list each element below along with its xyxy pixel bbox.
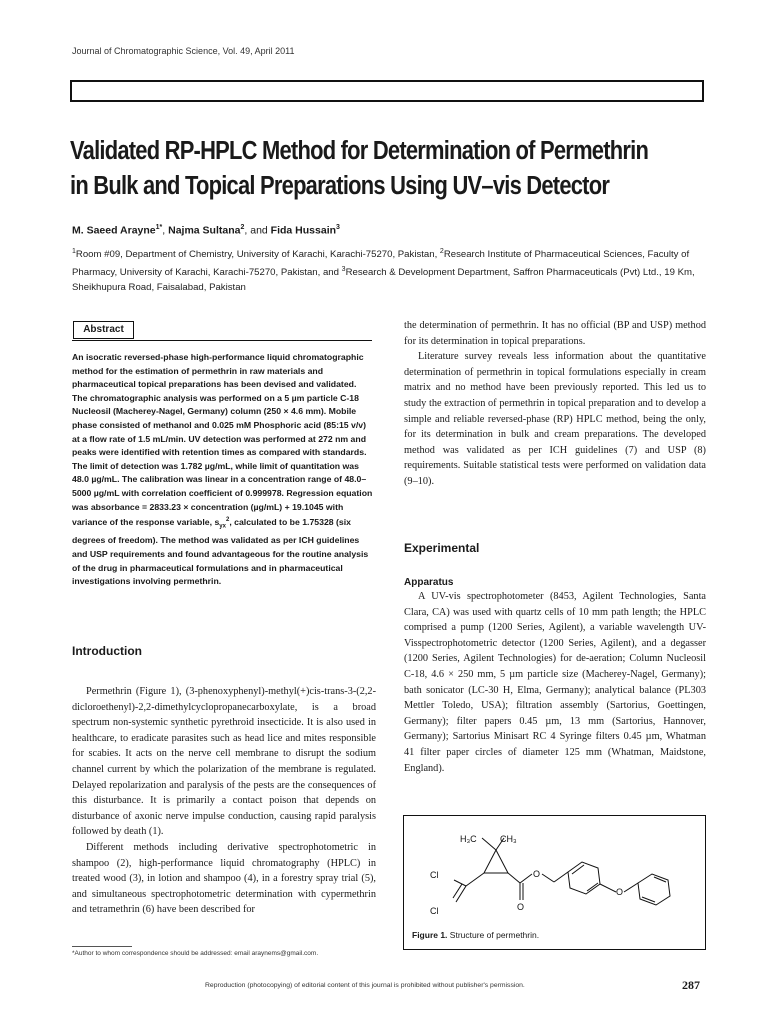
apparatus-heading: Apparatus (404, 577, 454, 588)
author-3: Fida Hussain (270, 224, 337, 237)
atom-h3c: H₃C (460, 834, 477, 844)
figure-1-caption-text: Structure of permethrin. (447, 930, 540, 940)
author-1-marker: 1* (155, 224, 163, 231)
affil-marker-2: 2 (439, 248, 444, 255)
author-separator-1: , (162, 224, 169, 237)
abstract-divider (72, 340, 372, 341)
author-3-marker: 3 (336, 224, 340, 231)
affil-2: Research Institute of Pharmaceutical Sciences, Faculty of Pharmacy, University of Karachi, Karachi-75270, Pakistan, and (72, 249, 690, 279)
header-box (70, 80, 704, 102)
atom-cl-1: Cl (430, 870, 439, 880)
apparatus-body (404, 589, 706, 776)
affil-marker-3: 3 (341, 266, 346, 274)
atom-o-ester: O (533, 869, 541, 879)
apparatus-paragraph: A UV-vis spectrophotometer (8453, Agilent Technologies, Santa Clara, CA) was used with quartz cells of 10 mm path length; the HPLC comprised a pump (1200 Series, Agilent), a variable wavelength UV-Visspectrophotometric detector (1200 Series, Agilent), and a degasser (1200 Series, Agilent Technologies) for de-aeration; Column Nucleosil C-18, 4.6 × 250 mm, 5 µm particle size (Macherey-Nagel, Germany); bath sonicator (LC-30 H, Elma, Germany); analytical balance (PL303 Mettler Toledo, USA); filtration assembly (Sartorius, Goettingen, Germany); filter papers 0.45 µm, 13 mm (Sartorius, Hannover, Germany); Sartorius Minisart RC 4 Syringe filters 0.45 µm, Whatman 41 filter paper circles of diameter 125 mm (Whatman, Maidstone, England). (404, 591, 706, 774)
atom-o-carbonyl: O (517, 902, 525, 912)
title-line-2: in Bulk and Topical Preparations Using UV–vis Detector (70, 172, 610, 200)
figure-1-label: Figure 1. (412, 930, 448, 940)
page-number: 287 (682, 978, 700, 992)
intro-paragraph-1: Permethrin (Figure 1), (3-phenoxyphenyl)-methyl(+)cis-trans-3-(2,2-dicloroethenyl)-2,2-dimethylcyclopropanecarboxylate, is a broad spectrum non-systemic synthetic pyrethroid insecticide. It is also used in healthcare, to eradicate parasites such as head lice and mites responsible for scabies. It acts on the nerve cell membrane to disrupt the sodium channel current by which the polarization of the membrane is regulated. Delayed repolarization and paralysis of the pests are the consequences of this disturbance. It is primarily a contact poison that depends on disturbance of axonic nerve impulse conduction, causing rapid paralysis followed by death (1). (72, 686, 376, 838)
affiliations (72, 244, 712, 295)
abstract-superscript: 2 (225, 517, 230, 524)
journal-citation: Journal of Chromatographic Science, Vol. 49, April 2011 (72, 46, 295, 56)
abstract-text-part2: , calculated to be 1.75328 (six degrees of freedom). The method was validated as per ICH guidelines and USP requirements and found advantageous for the routine analysis of the drug in pharmaceutical formulations and in pharmaceutical investigations involving permethrin. (72, 517, 369, 587)
affil-1: Room #09, Department of Chemistry, University of Karachi, Karachi-75270, Pakistan, (75, 249, 440, 261)
intro-paragraph-2: Different methods including derivative spectrophotometric in shampoo (2), high-performance liquid chromatography (HPLC) in treated wood (3), in lotion and shampoo (4), in a forestry spray trial (5), and simultaneous spectrophotometric determination with cypermethrin and tetramethrin (6) have been described for (72, 841, 376, 916)
article-title (70, 134, 649, 204)
correspondence-footnote: *Author to whom correspondence should be addressed: email araynems@gmail.com. (72, 950, 319, 957)
column-2-intro (404, 318, 706, 490)
affil-3: Research & Development Department, Saffron Pharmaceuticals (Pvt) Ltd., 19 Km, Sheikhupura Road, Faisalabad, Pakistan (72, 267, 695, 294)
affil-marker-1: 1 (72, 248, 76, 255)
title-line-1: Validated RP-HPLC Method for Determination of Permethrin (70, 137, 649, 165)
author-2: Najma Sultana (168, 224, 241, 237)
introduction-body (72, 684, 376, 918)
introduction-heading: Introduction (72, 644, 142, 658)
atom-ch3: CH₃ (500, 834, 517, 844)
abstract-body (72, 351, 374, 589)
figure-1-caption (412, 930, 539, 940)
author-1: M. Saeed Arayne (72, 224, 156, 237)
col2-paragraph-1: the determination of permethrin. It has no official (BP and USP) method for its determination in topical preparations. (404, 320, 706, 347)
author-list (72, 224, 340, 237)
atom-cl-2: Cl (430, 906, 439, 916)
abstract-subscript: yx (219, 523, 226, 530)
abstract-text-part1: An isocratic reversed-phase high-performance liquid chromatographic method for the estimation of permethrin in raw materials and pharmaceutical topical preparations has been devised and validated. The chromatographic analysis was performed on a 5 µm particle C-18 Nucleosil (Macherey-Nagel, Germany) column (250 × 4.6 mm). Mobile phase consisted of methanol and 0.025 mM Phosphoric acid (85:15 v/v) at a flow rate of 1.5 mL/min. UV detection was performed at 272 nm and peaks were identified with retention times as compared with standards. The limit of detection was 1.782 µg/mL, while limit of quantitation was 48.0 µg/mL. The calibration was linear in a concentration range of 48.0–5000 µg/mL with correlation coefficient of 0.999978. Regression equation was absorbance = 2833.23 × concentration (µg/mL) + 19.1045 with variance of the response variable, s (72, 352, 373, 528)
footnote-divider (72, 946, 132, 947)
atom-o-ether: O (616, 887, 624, 897)
author-separator-2: , and (244, 224, 271, 237)
col2-paragraph-2: Literature survey reveals less information about the quantitative determination of permethrin in topical formulations especially in cream matrix and no method have been previously reported. This led us to study the extraction of permethrin in topical preparation and to develop a simple and reliable reversed-phase (RP) HPLC method, being the only, for its determination in bulk and cream preparations. The developed method was validated as per ICH guidelines (7) and USP (8) requirements. Suitable statistical tests were performed on validation data (9–10). (404, 351, 706, 487)
experimental-heading: Experimental (404, 541, 480, 555)
author-2-marker: 2 (240, 224, 245, 231)
abstract-label: Abstract (73, 321, 134, 339)
reproduction-notice: Reproduction (photocopying) of editorial content of this journal is prohibited without publisher's permission. (205, 982, 525, 989)
